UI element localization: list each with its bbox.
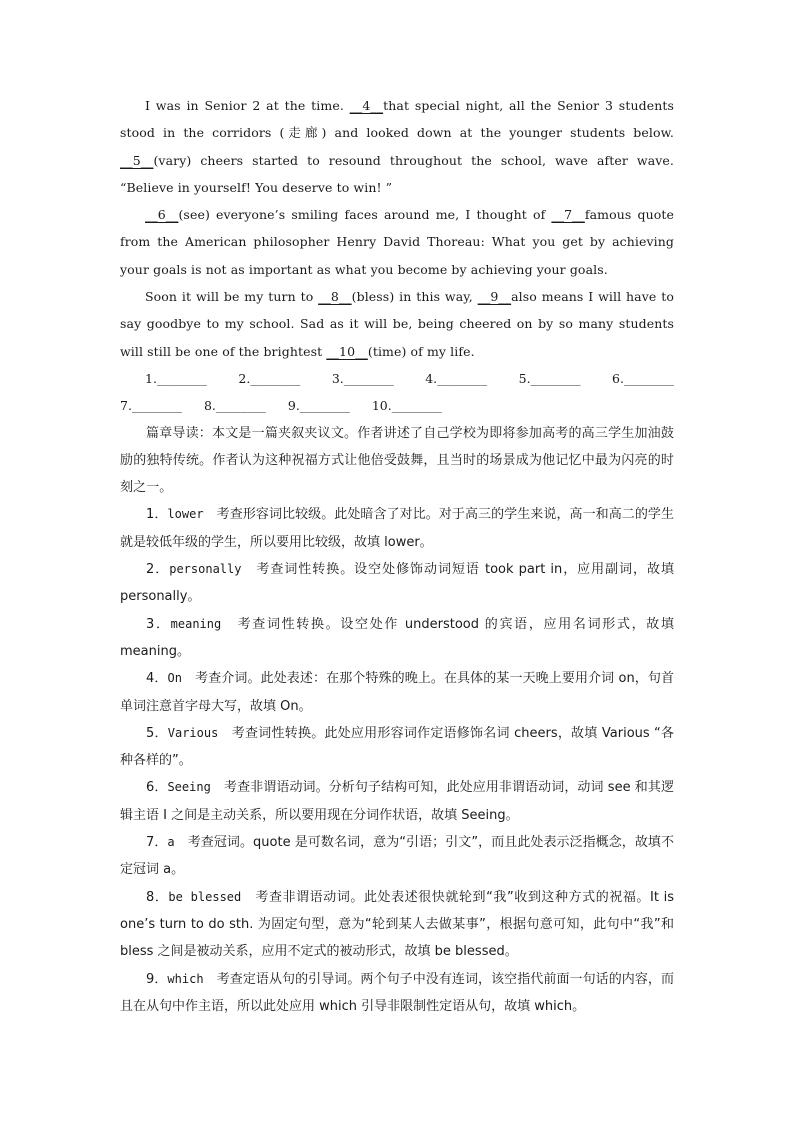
answer-blank[interactable]: 9.________: [287, 398, 350, 414]
blank-10: __10__: [326, 343, 368, 359]
answer-blank[interactable]: 10.________: [371, 398, 442, 414]
answer-blank[interactable]: 7.________: [120, 398, 182, 414]
answer-explanation-1: 1．lower 考查形容词比较级。此处暗含了对比。对于高三的学生来说，高一和高二的学生就是较低年级的学生，所以要用比较级，故填 lower。: [120, 507, 674, 550]
answer-blank[interactable]: 4.________: [425, 370, 488, 386]
answer-blank[interactable]: 3.________: [331, 370, 394, 386]
passage-text: that special night, all the Senior 3 students stood in the corridors (走廊) and looked down at the younger students below.: [120, 98, 674, 141]
blank-5: __5__: [120, 152, 154, 168]
answer-blanks-row-1: [120, 365, 674, 392]
answer-explanation-9: 9．which 考查定语从句的引导词。两个句子中没有连词，该空指代前面一句话的内容，而且在从句中作主语，所以此处应用 which 引导非限制性定语从句，故填 which。: [120, 971, 674, 1014]
answer-explanation-8: 8．be blessed 考查非谓语动词。此处表述很快就轮到“我”收到这种方式的祝福。It is one’s turn to do sth. 为固定句型，意为“轮到某人去做某事”，根据句意可知，此句中“我”和 bless 之间是被动关系，应用不定式的被动形式，故填 be blessed。: [120, 889, 675, 960]
passage-guide: 篇章导读：本文是一篇夹叙夹议文。作者讲述了自己学校为即将参加高考的高三学生加油鼓励的独特传统。作者认为这种祝福方式让他倍受鼓舞，且当时的场景成为他记忆中最为闪亮的时刻之一。: [120, 425, 674, 496]
document-page: [120, 92, 674, 1020]
answer-blank[interactable]: 6.________: [612, 370, 674, 386]
blank-9: __9__: [477, 289, 512, 305]
passage-text: also means I will have to say goodbye to my school. Sad as it will be, being cheered on by so many students will still be one of the brightest: [120, 289, 674, 359]
passage-text: famous quote from the American philosopher Henry David Thoreau: What you get by achieving your goals is not as important as what you become by achieving your goals.: [120, 207, 674, 277]
answer-explanation-2: 2．personally 考查词性转换。设空处修饰动词短语 took part in，应用副词，故填 personally。: [120, 562, 674, 605]
answer-explanation-7: 7．a 考查冠词。quote 是可数名词，意为“引语；引文”，而且此处表示泛指概念，故填不定冠词 a。: [120, 835, 674, 878]
passage-text: (vary) cheers started to resound throughout the school, wave after wave. “Believe in yourself! You deserve to win! ”: [120, 152, 674, 195]
passage-text: (bless) in this way,: [351, 289, 478, 305]
answer-blank[interactable]: 1.________: [145, 370, 207, 386]
passage-paragraph-2: [120, 201, 674, 283]
blank-8: __8__: [318, 289, 352, 305]
passage-text: I was in Senior 2 at the time.: [145, 98, 350, 113]
passage-text: (time) of my life.: [367, 343, 475, 359]
blank-6: __6__: [145, 207, 179, 223]
answer-explanation-4: 4．On 考查介词。此处表述：在那个特殊的晚上。在具体的某一天晚上要用介词 on，句首单词注意首字母大写，故填 On。: [120, 671, 674, 714]
blank-7: __7__: [551, 207, 585, 223]
passage-text: Soon it will be my turn to: [145, 289, 319, 305]
blank-4: __4__: [349, 98, 384, 113]
passage-paragraph-1: [120, 92, 674, 201]
answer-explanation-5: 5．Various 考查词性转换。此处应用形容词作定语修饰名词 cheers，故填 Various “各种各样的”。: [120, 725, 674, 769]
passage-text: (see) everyone’s smiling faces around me, I thought of: [178, 207, 552, 223]
answer-blank[interactable]: 5.________: [518, 370, 581, 386]
answer-explanation-6: 6．Seeing 考查非谓语动词。分析句子结构可知，此处应用非谓语动词，动词 see 和其逻辑主语 I 之间是主动关系，所以要用现在分词作状语，故填 Seeing。: [120, 780, 674, 823]
answer-explanation-3: 3．meaning 考查词性转换。设空处作 understood 的宾语，应用名词形式，故填 meaning。: [120, 616, 674, 659]
answer-blank[interactable]: 2.________: [238, 370, 301, 386]
answer-blanks-row-2: [120, 392, 674, 419]
passage-paragraph-3: [120, 283, 674, 365]
answer-blank[interactable]: 8.________: [203, 398, 266, 414]
